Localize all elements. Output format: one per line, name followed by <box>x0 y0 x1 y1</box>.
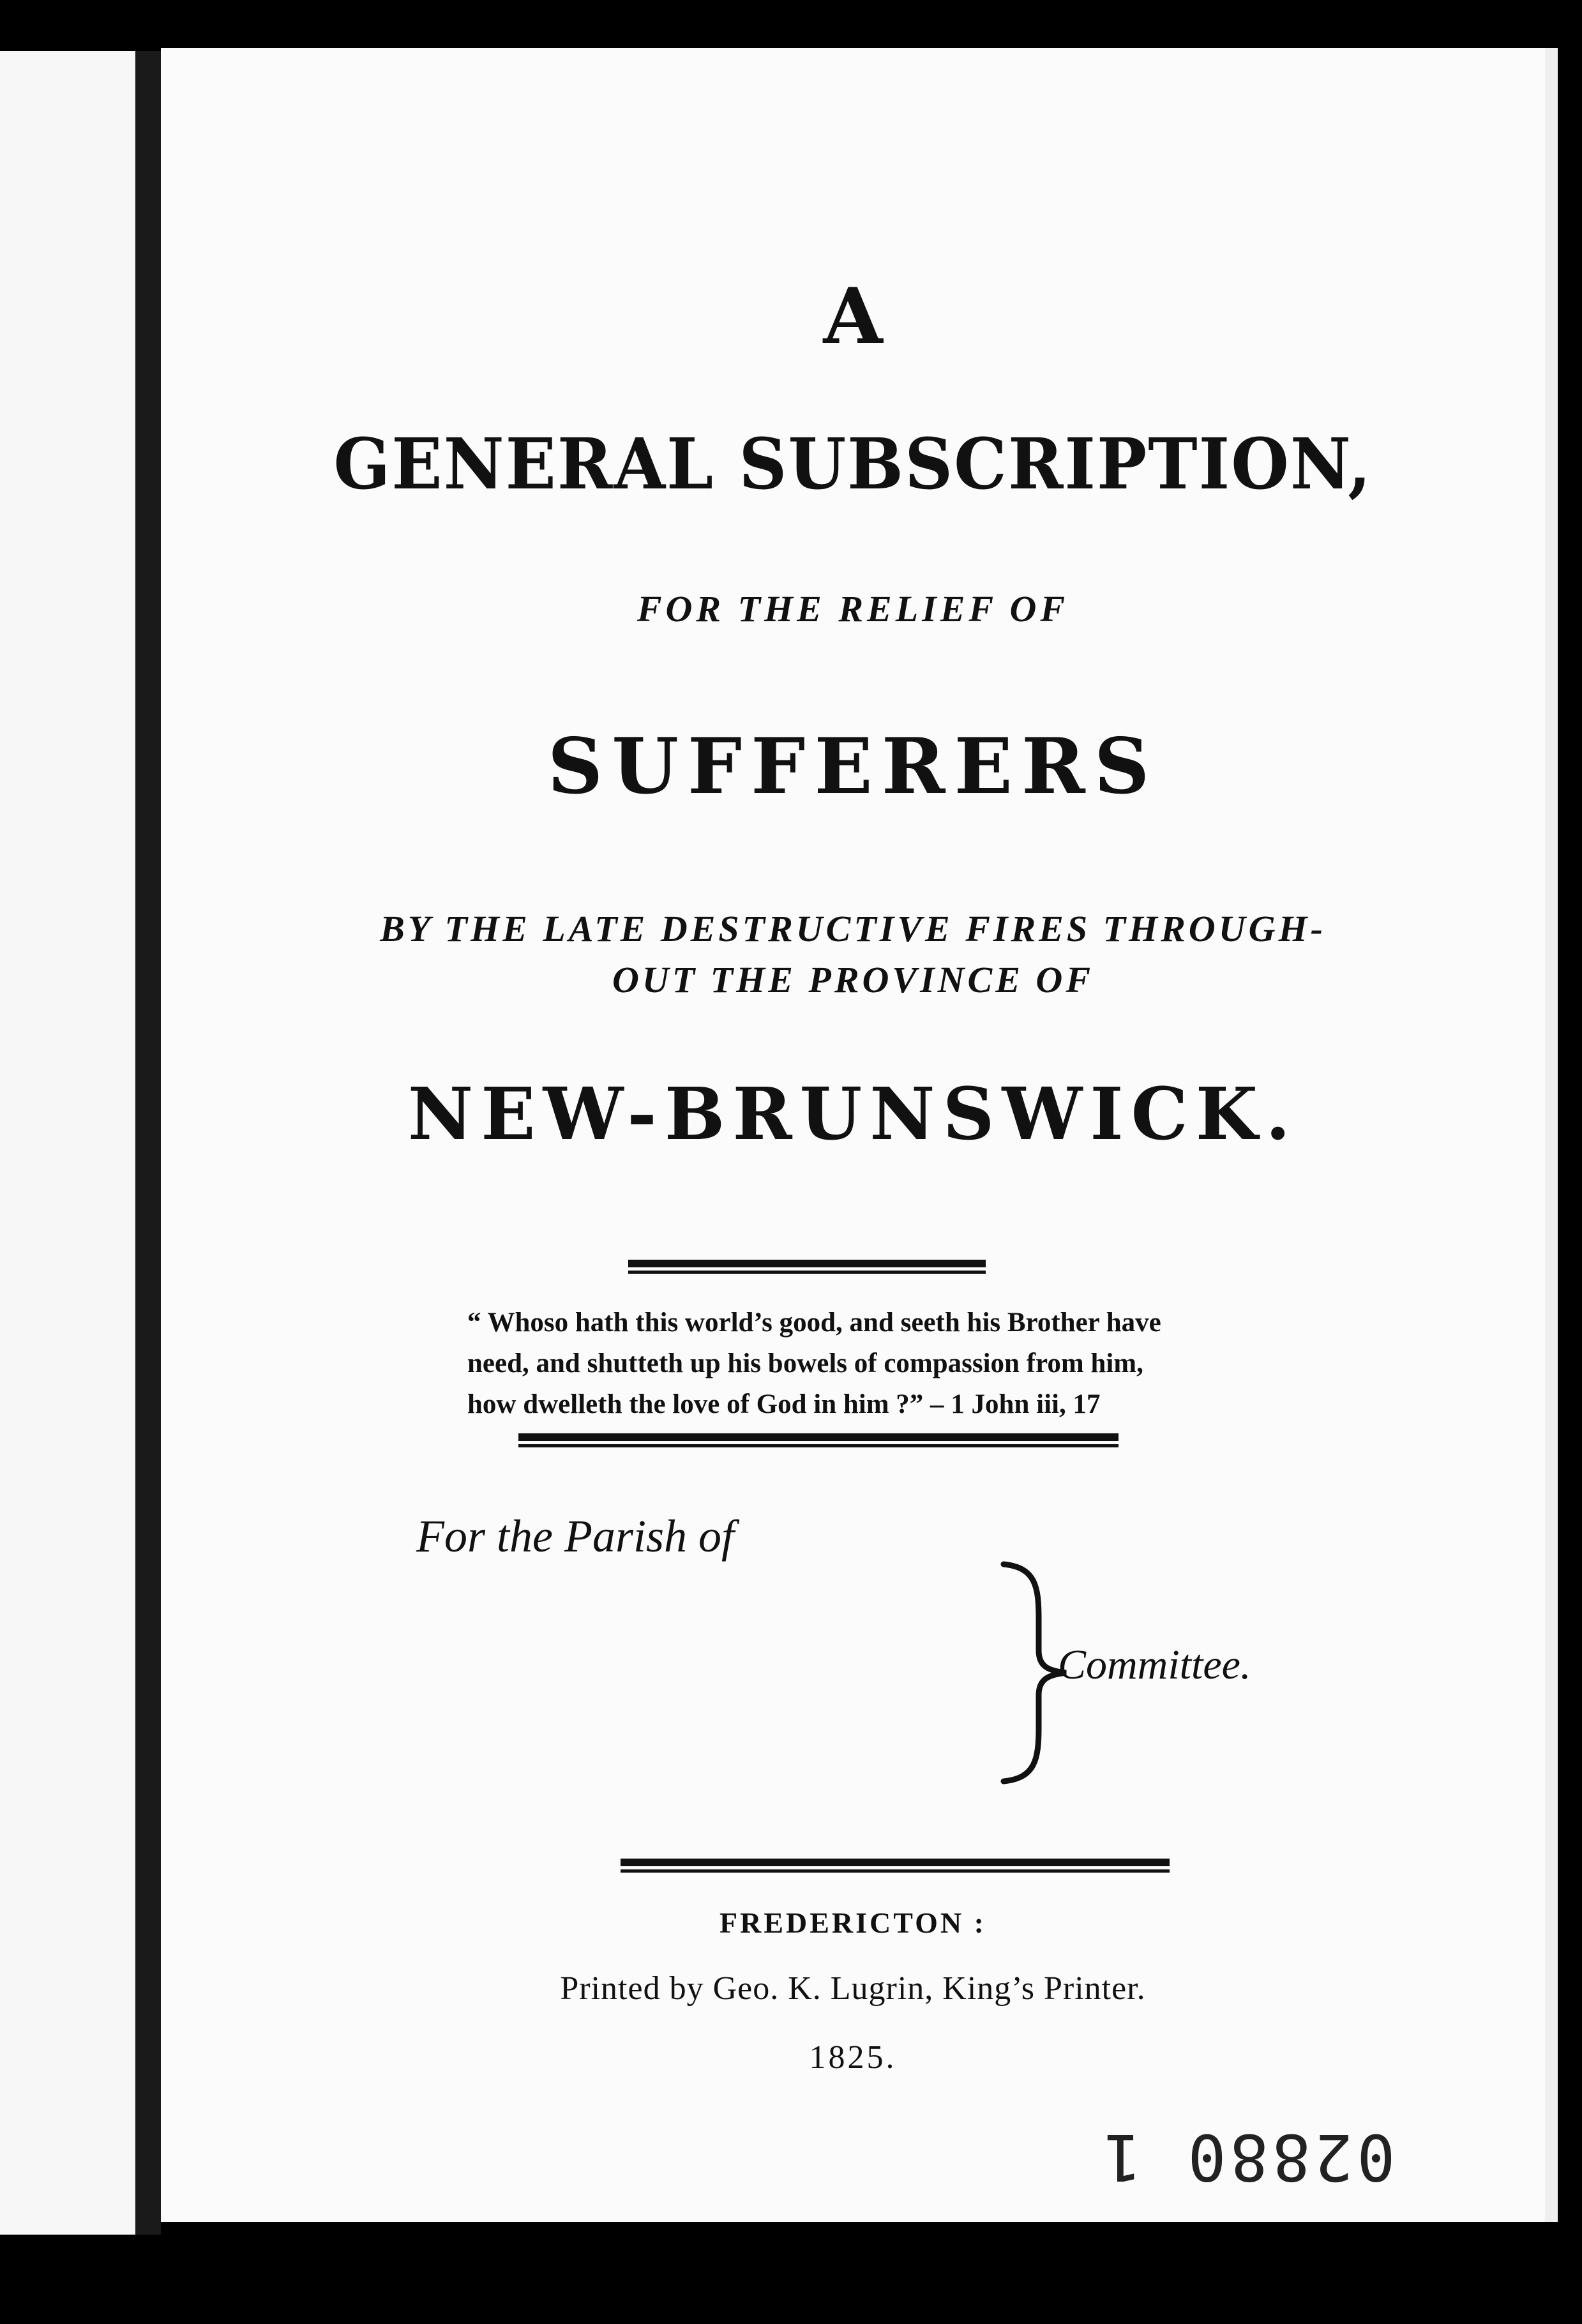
accession-number-stamp: 02880 1 <box>1099 2120 1396 2194</box>
double-rule-bottom <box>621 1859 1170 1874</box>
general-subscription-heading: GENERAL SUBSCRIPTION, <box>333 422 1373 506</box>
quote-line-1: “ Whoso hath this world’s good, and seeth his Brother have <box>467 1308 1161 1338</box>
quote-line-3: how dwelleth the love of God in him ?” – 1 John iii, 17 <box>467 1389 1101 1419</box>
imprint-printer: Printed by Geo. K. Lugrin, King’s Printer. <box>560 1970 1146 2007</box>
imprint-year: 1825. <box>809 2039 897 2076</box>
double-rule-middle <box>518 1433 1119 1449</box>
left-facing-leaf <box>0 51 135 2235</box>
book-spine <box>135 51 161 2235</box>
province-heading: NEW-BRUNSWICK. <box>407 1073 1299 1156</box>
sufferers-heading: SUFFERERS <box>547 721 1159 811</box>
article-a: A <box>823 271 883 361</box>
title-page <box>161 48 1545 2222</box>
scripture-quote <box>467 1302 1182 1425</box>
imprint-city: FREDERICTON : <box>719 1906 986 1939</box>
double-rule-top <box>628 1260 986 1275</box>
quote-line-2: need, and shutteth up his bowels of compassion from him, <box>467 1348 1143 1378</box>
destructive-fires-line <box>161 903 1545 1006</box>
committee-label: Committee. <box>1058 1641 1251 1688</box>
destructive-line-2: OUT THE PROVINCE OF <box>612 959 1094 1000</box>
relief-line: FOR THE RELIEF OF <box>637 588 1069 630</box>
right-page-edge <box>1545 48 1558 2222</box>
parish-label: For the Parish of <box>416 1511 734 1562</box>
destructive-line-1: BY THE LATE DESTRUCTIVE FIRES THROUGH- <box>380 908 1326 949</box>
